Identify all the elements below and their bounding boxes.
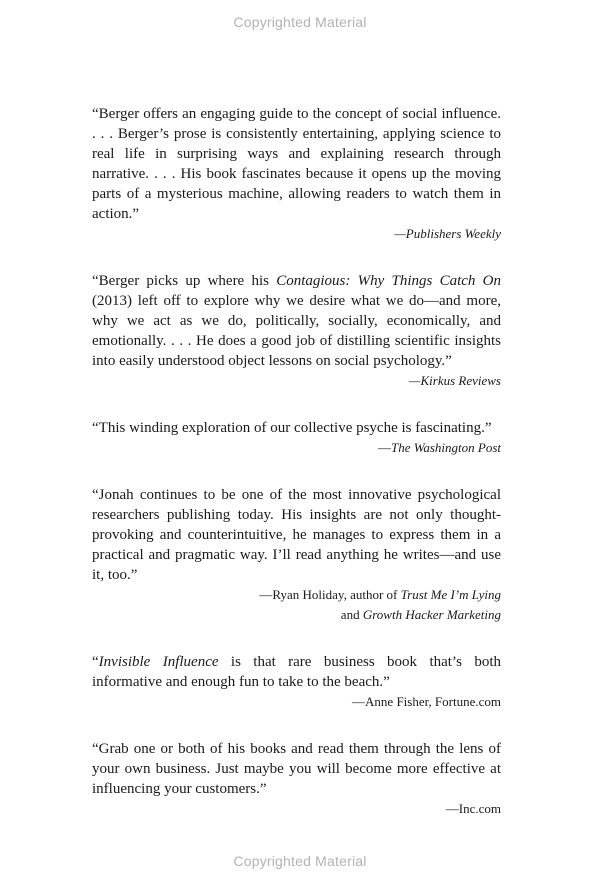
quote-ryan-holiday bbox=[92, 485, 501, 625]
source-book-title: Trust Me I’m Lying bbox=[400, 587, 501, 602]
praise-quotes bbox=[92, 104, 501, 819]
quote-washington-post bbox=[92, 418, 501, 458]
quote-anne-fisher bbox=[92, 652, 501, 712]
quote-text: “Jonah continues to be one of the most innovative psychological researchers publishing today. His insights are not only thought-provoking and counterintuitive, he manages to express them in a practical and pragmatic way. I’ll read anything he writes—and use it, too.” bbox=[92, 487, 501, 583]
quote-text: “Berger offers an engaging guide to the concept of social influence. . . . Berger’s prose is consistently entertaining, applying science to real life in surprising ways and explaining research through narrative. . . . His book fascinates because it opens up the moving parts of a mysterious machine, allowing readers to watch them in action.” bbox=[92, 106, 501, 222]
quote-source: —Kirkus Reviews bbox=[408, 373, 501, 388]
book-title: Contagious: Why Things Catch On bbox=[276, 273, 501, 289]
copyright-watermark-bottom: Copyrighted Material bbox=[233, 853, 367, 869]
quote-text bbox=[92, 652, 501, 692]
quote-source-line-1 bbox=[92, 585, 501, 605]
quote-text-after: is that rare business book that’s both informative and enough fun to take to the beach.” bbox=[92, 654, 501, 690]
quote-source-line-2 bbox=[92, 605, 501, 625]
quote-source bbox=[92, 438, 501, 458]
source-title: The Washington Post bbox=[390, 440, 501, 455]
source-conjunction: and bbox=[340, 607, 363, 622]
quote-source: —Anne Fisher, Fortune.com bbox=[352, 694, 501, 709]
quote-kirkus-reviews bbox=[92, 271, 501, 391]
source-author: —Ryan Holiday, author of bbox=[259, 587, 401, 602]
quote-text: “Grab one or both of his books and read them through the lens of your own business. Just maybe you will become more effective at influencing your customers.” bbox=[92, 741, 501, 797]
source-dash: — bbox=[377, 440, 391, 455]
quote-source: —Inc.com bbox=[445, 801, 501, 816]
quote-inc-com bbox=[92, 739, 501, 819]
quote-publishers-weekly bbox=[92, 104, 501, 244]
quote-text-before: “Berger picks up where his bbox=[92, 273, 277, 289]
quote-open-mark: “ bbox=[92, 654, 99, 670]
quote-text-after: (2013) left off to explore why we desire what we do—and more, why we act as we do, politically, socially, economically, and emotionally. . . . He does a good job of distilling scientific insights into easily understood object lessons on social psychology.” bbox=[92, 293, 501, 369]
source-book-title: Growth Hacker Marketing bbox=[362, 607, 501, 622]
book-title: Invisible Influence bbox=[98, 654, 219, 670]
quote-text bbox=[92, 271, 501, 371]
quote-text: “This winding exploration of our collective psyche is fascinating.” bbox=[92, 420, 492, 436]
copyright-watermark-top: Copyrighted Material bbox=[233, 14, 367, 30]
quote-source: —Publishers Weekly bbox=[394, 226, 501, 241]
